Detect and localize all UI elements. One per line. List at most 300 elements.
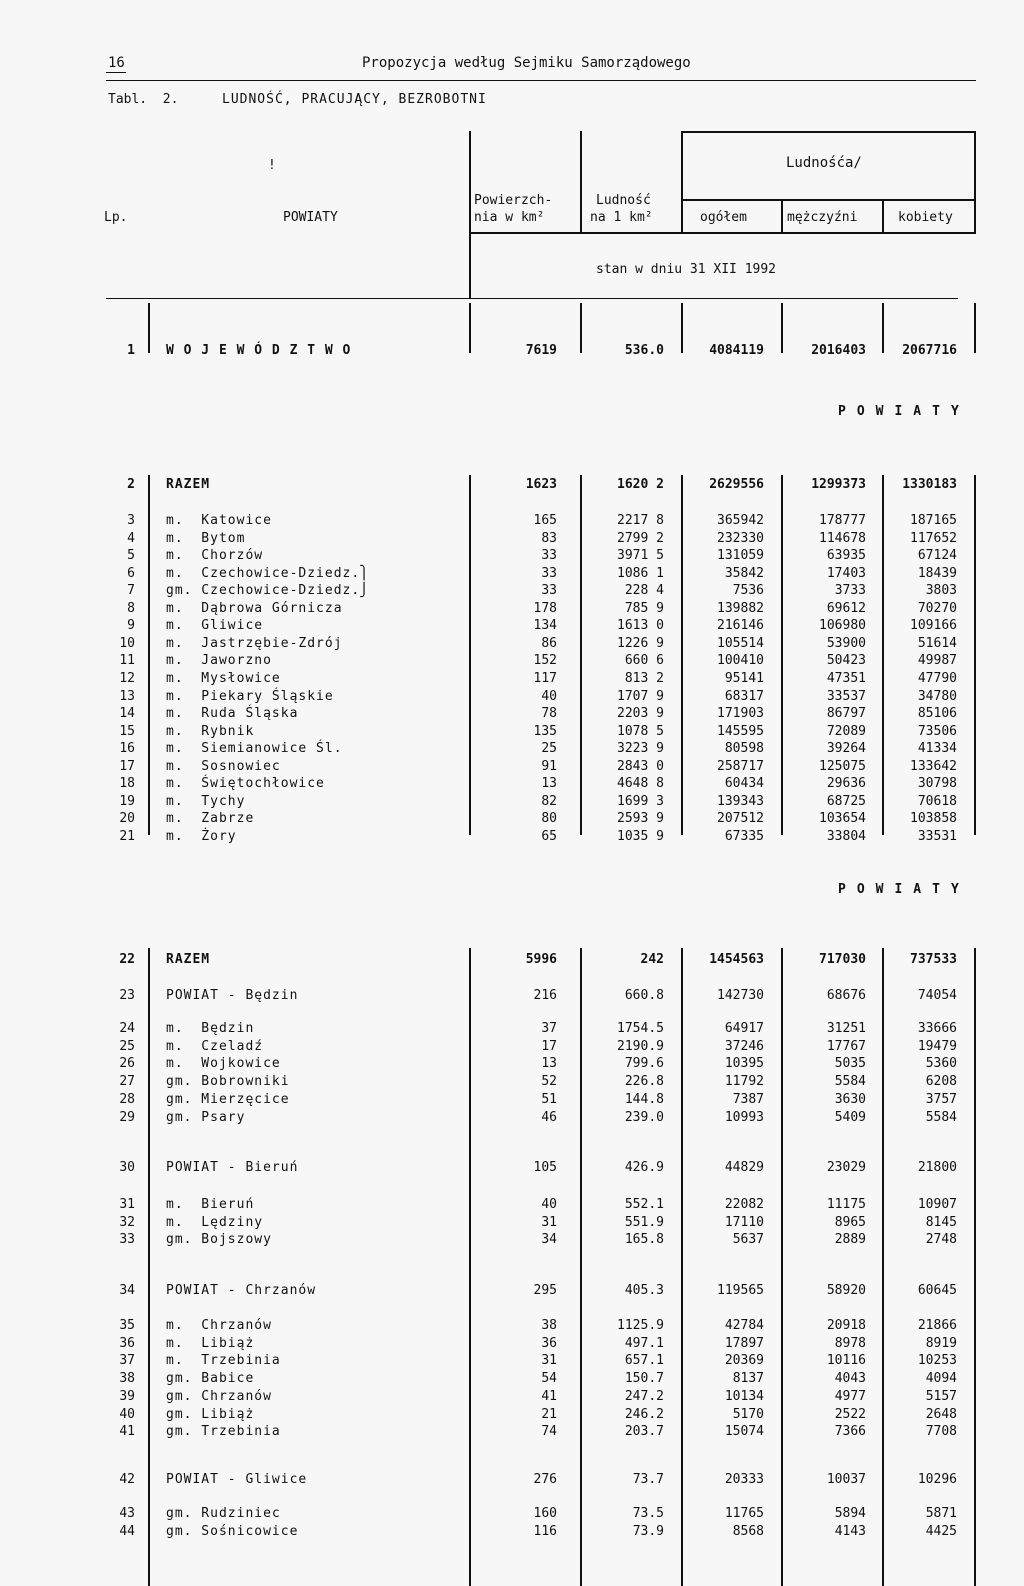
cell-women: 8919 [925,1335,957,1351]
cell-men: 10037 [826,1472,866,1487]
cell-lp: 12 [119,670,135,686]
header-sub-rule [682,199,976,201]
cell-name: m. Czechowice-Dziedz.⎫ [166,565,370,581]
cell-men: 2016403 [811,343,866,358]
cell-women: 1330183 [902,477,957,492]
cell-name: W O J E W Ó D Z T W O [166,343,352,358]
cell-area: 36 [541,1335,557,1351]
cell-men: 125075 [819,758,866,774]
cell-men: 4977 [834,1388,866,1404]
cell-total: 20369 [724,1353,764,1369]
cell-lp: 11 [119,653,135,669]
cell-area: 165 [533,513,557,528]
cell-name: m. Wojkowice [166,1056,281,1072]
table-label: Tabl. 2. [108,92,179,107]
cell-women: 2067716 [902,343,957,358]
cell-name: m. Bieruń [166,1197,255,1212]
cell-density: 165.8 [624,1232,664,1248]
cell-total: 20333 [724,1472,764,1487]
cell-density: 551.9 [624,1214,664,1230]
cell-density: 3223 9 [617,741,664,757]
cell-lp: 41 [119,1424,135,1440]
cell-area: 74 [541,1424,557,1440]
cell-total: 216146 [717,618,764,634]
cell-area: 178 [533,600,557,616]
cell-area: 33 [541,548,557,564]
cell-area: 46 [541,1109,557,1125]
cell-name: m. Libiąż [166,1335,255,1351]
cell-density: 405.3 [624,1283,664,1298]
cell-men: 2889 [834,1232,866,1248]
cell-lp: 39 [119,1388,135,1404]
cell-lp: 22 [119,952,135,967]
cell-total: 42784 [724,1318,764,1333]
cell-density: 1699 3 [617,793,664,809]
cell-area: 117 [533,670,557,686]
cell-area: 7619 [525,343,557,358]
col-divider-women [882,199,884,233]
cell-density: 1086 1 [617,565,664,581]
cell-area: 54 [541,1371,557,1387]
cell-density: 203.7 [624,1424,664,1440]
cell-area: 33 [541,565,557,581]
cell-name: POWIAT - Będzin [166,988,299,1003]
cell-area: 17 [541,1038,557,1054]
sec1-divider-6 [974,475,976,835]
cell-total: 8568 [732,1523,764,1539]
cell-name: m. Sosnowiec [166,758,281,774]
cell-area: 13 [541,1056,557,1072]
sec2-divider-0 [148,948,150,1586]
cell-density: 552.1 [624,1197,664,1212]
cell-name: m. Katowice [166,513,272,528]
cell-women: 73506 [917,723,957,739]
sec1-divider-0 [148,475,150,835]
cell-area: 25 [541,741,557,757]
cell-name: m. Dąbrowa Górnicza [166,600,343,616]
cell-area: 91 [541,758,557,774]
cell-density: 144.8 [624,1091,664,1107]
cell-density: 73.7 [632,1472,664,1487]
cell-total: 11765 [724,1506,764,1521]
cell-women: 7708 [925,1424,957,1440]
cell-women: 2648 [925,1406,957,1422]
cell-name: gm. Rudziniec [166,1506,281,1521]
cell-area: 86 [541,635,557,651]
date-note: stan w dniu 31 XII 1992 [596,262,777,277]
cell-total: 142730 [717,988,764,1003]
cell-men: 17767 [826,1038,866,1054]
cell-men: 63935 [826,548,866,564]
cell-name: m. Rybnik [166,723,255,739]
cell-total: 2629556 [709,477,764,492]
cell-men: 8965 [834,1214,866,1230]
col-area-l1: Powierzch- [474,193,553,208]
cell-total: 15074 [724,1424,764,1440]
cell-women: 67124 [917,548,957,564]
cell-area: 41 [541,1388,557,1404]
cell-lp: 31 [119,1197,135,1212]
cell-density: 228 4 [624,583,664,599]
cell-total: 22082 [724,1197,764,1212]
cell-name: m. Jaworzno [166,653,272,669]
voiv-divider-0 [148,303,150,353]
cell-lp: 7 [127,583,135,599]
cell-lp: 29 [119,1109,135,1125]
cell-lp: 13 [119,688,135,704]
col-density-l1: Ludność [596,193,651,208]
cell-area: 40 [541,1197,557,1212]
cell-area: 65 [541,828,557,844]
cell-name: m. Świętochłowice [166,776,325,792]
cell-total: 17897 [724,1335,764,1351]
cell-density: 226.8 [624,1074,664,1090]
cell-total: 131059 [717,548,764,564]
cell-men: 4143 [834,1523,866,1539]
col-women: kobiety [898,210,953,225]
cell-total: 11792 [724,1074,764,1090]
cell-men: 23029 [826,1160,866,1175]
cell-density: 1078 5 [617,723,664,739]
cell-area: 40 [541,688,557,704]
cell-name: gm. Psary [166,1109,246,1125]
cell-men: 68676 [826,988,866,1003]
header-top-rule [682,131,976,133]
cell-total: 1454563 [709,952,764,967]
cell-area: 276 [533,1472,557,1487]
cell-area: 1623 [525,477,557,492]
cell-name: m. Żory [166,828,237,844]
cell-women: 109166 [910,618,957,634]
cell-women: 6208 [925,1074,957,1090]
cell-density: 2203 9 [617,706,664,722]
col-divider-total [681,131,683,233]
cell-lp: 23 [119,988,135,1003]
cell-density: 1620 2 [617,477,664,492]
cell-lp: 28 [119,1091,135,1107]
cell-men: 2522 [834,1406,866,1422]
cell-name: m. Jastrzębie-Zdrój [166,635,343,651]
cell-name: m. Bytom [166,530,246,546]
cell-name: gm. Chrzanów [166,1388,272,1404]
cell-men: 114678 [819,530,866,546]
cell-name: gm. Trzebinia [166,1424,281,1440]
cell-name: gm. Libiąż [166,1406,255,1422]
cell-men: 5035 [834,1056,866,1072]
cell-name: gm. Bojszowy [166,1232,272,1248]
cell-total: 139343 [717,793,764,809]
cell-lp: 42 [119,1472,135,1487]
cell-total: 100410 [717,653,764,669]
cell-lp: 15 [119,723,135,739]
cell-women: 2748 [925,1232,957,1248]
cell-area: 116 [533,1523,557,1539]
cell-lp: 34 [119,1283,135,1298]
cell-area: 80 [541,811,557,827]
cell-area: 51 [541,1091,557,1107]
cell-lp: 19 [119,793,135,809]
cell-density: 660.8 [624,988,664,1003]
cell-name: RAZEM [166,477,211,492]
cell-lp: 16 [119,741,135,757]
cell-name: m. Mysłowice [166,670,281,686]
cell-men: 178777 [819,513,866,528]
cell-name: gm. Bobrowniki [166,1074,290,1090]
cell-area: 78 [541,706,557,722]
cell-total: 68317 [724,688,764,704]
cell-total: 60434 [724,776,764,792]
cell-men: 29636 [826,776,866,792]
cell-lp: 1 [127,343,135,358]
cell-area: 134 [533,618,557,634]
cell-name: RAZEM [166,952,211,967]
cell-name: m. Chorzów [166,548,264,564]
cell-name: m. Zabrze [166,811,255,827]
cell-area: 295 [533,1283,557,1298]
cell-women: 51614 [917,635,957,651]
cell-total: 139882 [717,600,764,616]
voiv-divider-6 [974,303,976,353]
cell-area: 5996 [525,952,557,967]
col-powiaty: POWIATY [283,210,338,225]
header-bottom-rule [106,298,958,299]
cell-lp: 5 [127,548,135,564]
page-title: Propozycja według Sejmiku Samorządowego [362,55,691,71]
cell-lp: 21 [119,828,135,844]
cell-lp: 30 [119,1160,135,1175]
cell-women: 21800 [917,1160,957,1175]
cell-density: 657.1 [624,1353,664,1369]
cell-men: 5894 [834,1506,866,1521]
col-density-l2: na 1 km² [590,210,653,225]
cell-density: 1226 9 [617,635,664,651]
header-mid-rule [470,232,976,234]
cell-density: 246.2 [624,1406,664,1422]
cell-women: 18439 [917,565,957,581]
cell-density: 242 [640,952,664,967]
cell-women: 4094 [925,1371,957,1387]
col-divider-density [580,131,582,233]
cell-total: 5170 [732,1406,764,1422]
cell-total: 232330 [717,530,764,546]
cell-total: 5637 [732,1232,764,1248]
cell-density: 497.1 [624,1335,664,1351]
cell-men: 33537 [826,688,866,704]
cell-total: 145595 [717,723,764,739]
cell-density: 2799 2 [617,530,664,546]
cell-women: 10253 [917,1353,957,1369]
cell-total: 35842 [724,565,764,581]
cell-women: 117652 [910,530,957,546]
cell-area: 21 [541,1406,557,1422]
section-title: POWIATY [838,404,970,419]
cell-area: 152 [533,653,557,669]
page-number-underline [106,72,126,73]
cell-women: 30798 [917,776,957,792]
cell-lp: 27 [119,1074,135,1090]
cell-total: 119565 [717,1283,764,1298]
cell-total: 4084119 [709,343,764,358]
cell-name: m. Gliwice [166,618,264,634]
cell-lp: 37 [119,1353,135,1369]
cell-area: 34 [541,1232,557,1248]
cell-lp: 8 [127,600,135,616]
cell-women: 85106 [917,706,957,722]
cell-name: m. Będzin [166,1021,255,1036]
cell-women: 70270 [917,600,957,616]
cell-area: 38 [541,1318,557,1333]
cell-lp: 44 [119,1523,135,1539]
cell-density: 2843 0 [617,758,664,774]
cell-men: 33804 [826,828,866,844]
cell-total: 10395 [724,1056,764,1072]
cell-men: 103654 [819,811,866,827]
cell-women: 4425 [925,1523,957,1539]
cell-area: 33 [541,583,557,599]
cell-density: 239.0 [624,1109,664,1125]
cell-density: 73.9 [632,1523,664,1539]
cell-density: 1035 9 [617,828,664,844]
cell-density: 2217 8 [617,513,664,528]
col-lp: Lp. [104,210,128,225]
cell-women: 103858 [910,811,957,827]
cell-total: 67335 [724,828,764,844]
cell-area: 82 [541,793,557,809]
cell-name: m. Ruda Śląska [166,706,299,722]
cell-total: 17110 [724,1214,764,1230]
cell-men: 4043 [834,1371,866,1387]
cell-area: 13 [541,776,557,792]
cell-women: 5584 [925,1109,957,1125]
cell-lp: 18 [119,776,135,792]
cell-total: 171903 [717,706,764,722]
cell-women: 10296 [917,1472,957,1487]
col-divider-men [781,199,783,233]
cell-name: m. Tychy [166,793,246,809]
cell-density: 4648 8 [617,776,664,792]
cell-women: 33531 [917,828,957,844]
col-population-group: Ludnośća/ [786,155,862,171]
cell-density: 2593 9 [617,811,664,827]
col-divider-area [469,131,471,299]
cell-total: 95141 [724,670,764,686]
cell-name: gm. Mierzęcice [166,1091,290,1107]
col-area-l2: nia w km² [474,210,545,225]
cell-total: 64917 [724,1021,764,1036]
cell-lp: 24 [119,1021,135,1036]
cell-women: 5360 [925,1056,957,1072]
cell-density: 799.6 [624,1056,664,1072]
cell-women: 60645 [917,1283,957,1298]
cell-men: 68725 [826,793,866,809]
cell-men: 11175 [826,1197,866,1212]
cell-lp: 26 [119,1056,135,1072]
cell-name: POWIAT - Bieruń [166,1160,299,1175]
cell-lp: 14 [119,706,135,722]
cell-total: 10993 [724,1109,764,1125]
cell-men: 58920 [826,1283,866,1298]
cell-women: 21866 [917,1318,957,1333]
cell-men: 69612 [826,600,866,616]
col-men: mężczyźni [787,210,858,225]
cell-women: 74054 [917,988,957,1003]
cell-area: 105 [533,1160,557,1175]
cell-women: 49987 [917,653,957,669]
cell-density: 1125.9 [617,1318,664,1333]
cell-total: 8137 [732,1371,764,1387]
cell-men: 717030 [819,952,866,967]
cell-density: 1754.5 [617,1021,664,1036]
cell-lp: 43 [119,1506,135,1521]
cell-name: POWIAT - Chrzanów [166,1283,317,1298]
cell-men: 50423 [826,653,866,669]
cell-men: 5584 [834,1074,866,1090]
cell-women: 47790 [917,670,957,686]
sec2-divider-6 [974,948,976,1586]
cell-women: 8145 [925,1214,957,1230]
cell-lp: 17 [119,758,135,774]
cell-area: 160 [533,1506,557,1521]
cell-men: 39264 [826,741,866,757]
cell-men: 106980 [819,618,866,634]
cell-total: 258717 [717,758,764,774]
table-title: LUDNOŚĆ, PRACUJĄCY, BEZROBOTNI [222,92,487,107]
cell-area: 31 [541,1214,557,1230]
cell-women: 3803 [925,583,957,599]
cell-lp: 25 [119,1038,135,1054]
cell-lp: 10 [119,635,135,651]
cell-men: 47351 [826,670,866,686]
cell-women: 33666 [917,1021,957,1036]
cell-women: 10907 [917,1197,957,1212]
cell-density: 3971 5 [617,548,664,564]
cell-density: 813 2 [624,670,664,686]
cell-women: 737533 [910,952,957,967]
cell-total: 7387 [732,1091,764,1107]
cell-name: m. Siemianowice Śl. [166,741,343,757]
cell-men: 3630 [834,1091,866,1107]
cell-density: 150.7 [624,1371,664,1387]
cell-density: 73.5 [632,1506,664,1521]
cell-men: 8978 [834,1335,866,1351]
cell-density: 2190.9 [617,1038,664,1054]
section-title: POWIATY [838,882,970,897]
header-mark: ! [268,158,276,173]
cell-density: 536.0 [624,343,664,358]
cell-total: 44829 [724,1160,764,1175]
cell-men: 72089 [826,723,866,739]
cell-women: 187165 [910,513,957,528]
cell-name: POWIAT - Gliwice [166,1472,308,1487]
cell-density: 660 6 [624,653,664,669]
cell-name: m. Trzebinia [166,1353,281,1369]
cell-men: 20918 [826,1318,866,1333]
cell-men: 53900 [826,635,866,651]
cell-density: 426.9 [624,1160,664,1175]
cell-women: 3757 [925,1091,957,1107]
cell-area: 52 [541,1074,557,1090]
cell-total: 80598 [724,741,764,757]
cell-lp: 40 [119,1406,135,1422]
cell-name: m. Lędziny [166,1214,264,1230]
cell-women: 133642 [910,758,957,774]
cell-lp: 2 [127,477,135,492]
cell-area: 83 [541,530,557,546]
cell-men: 31251 [826,1021,866,1036]
cell-density: 1707 9 [617,688,664,704]
cell-total: 207512 [717,811,764,827]
cell-name: m. Czeladź [166,1038,264,1054]
